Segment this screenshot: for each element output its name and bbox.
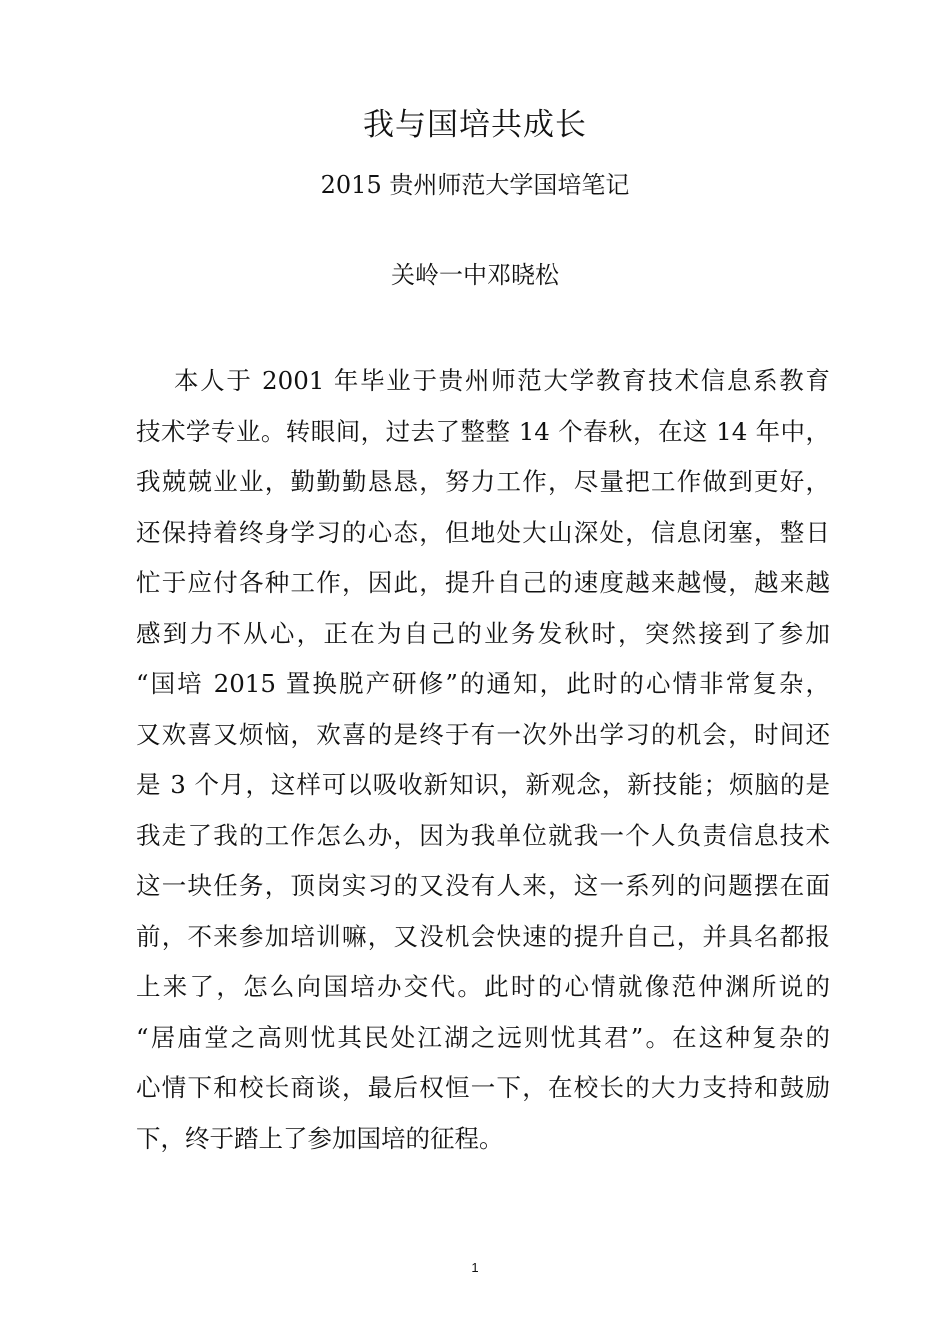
paragraph-line: 上来了，怎么向国培办交代。此时的心情就像范仲渊所说的 bbox=[136, 972, 830, 1001]
document-title: 我与国培共成长 bbox=[363, 107, 587, 143]
page-number: 1 bbox=[471, 1260, 479, 1275]
body-paragraph bbox=[136, 356, 830, 1164]
paragraph-line: 忙于应付各种工作，因此，提升自己的速度越来越慢，越来越 bbox=[136, 568, 830, 597]
author-line: 关岭一中邓晓松 bbox=[391, 261, 559, 289]
paragraph-line: 本人于 2001 年毕业于贵州师范大学教育技术信息系教育 bbox=[136, 366, 830, 395]
paragraph-line: “居庙堂之高则忧其民处江湖之远则忧其君”。在这种复杂的 bbox=[136, 1022, 830, 1052]
document-subtitle: 2015 贵州师范大学国培笔记 bbox=[320, 171, 630, 199]
paragraph-line: 这一块任务，顶岗实习的又没有人来，这一系列的问题摆在面 bbox=[136, 871, 830, 900]
paragraph-line: 心情下和校长商谈，最后权恒一下，在校长的大力支持和鼓励 bbox=[136, 1073, 830, 1102]
paragraph-line: 还保持着终身学习的心态，但地处大山深处，信息闭塞，整日 bbox=[136, 517, 830, 547]
paragraph-line: 我走了我的工作怎么办，因为我单位就我一个人负责信息技术 bbox=[136, 820, 830, 850]
paragraph-line: “国培 2015 置换脱产研修”的通知，此时的心情非常复杂， bbox=[136, 669, 830, 698]
paragraph-line: 我兢兢业业，勤勤勤恳恳，努力工作，尽量把工作做到更好， bbox=[136, 467, 830, 496]
paragraph-line: 技术学专业。转眼间，过去了整整 14 个春秋，在这 14 年中， bbox=[136, 416, 830, 446]
paragraph-line: 下，终于踏上了参加国培的征程。 bbox=[136, 1123, 504, 1153]
paragraph-line: 又欢喜又烦恼，欢喜的是终于有一次外出学习的机会，时间还 bbox=[136, 719, 830, 749]
paragraph-line: 前，不来参加培训嘛，又没机会快速的提升自己，并具名都报 bbox=[136, 921, 830, 951]
paragraph-line: 是 3 个月，这样可以吸收新知识，新观念，新技能；烦脑的是 bbox=[136, 770, 830, 799]
paragraph-line: 感到力不从心，正在为自己的业务发秋时，突然接到了参加 bbox=[136, 618, 830, 648]
